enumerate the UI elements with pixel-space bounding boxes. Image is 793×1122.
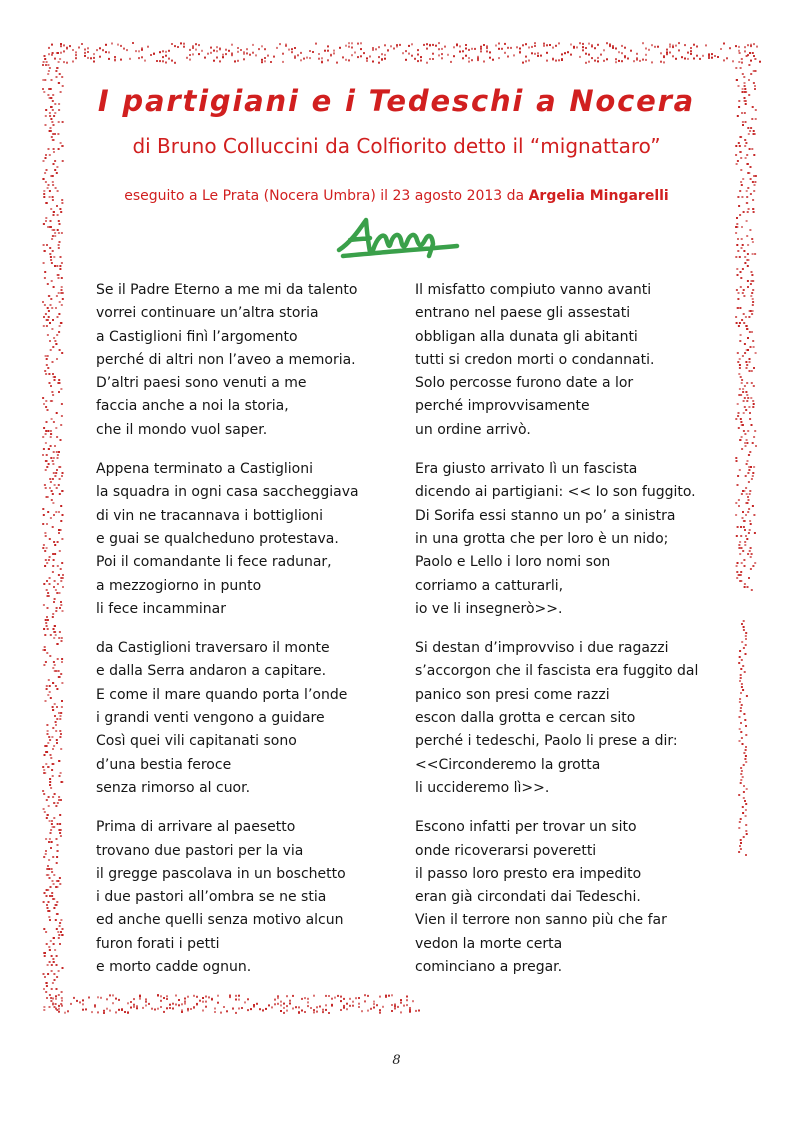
page-subtitle: di Bruno Colluccini da Colfiorito detto il “mignattaro” bbox=[132, 134, 661, 158]
stanza-right-4: Escono infatti per trovar un sito onde ricoverarsi poveretti il passo loro presto era impedito eran già circondati dai Tedeschi. Vien il terrore non sanno più che far vedon la morte certa cominciano a pregar. bbox=[415, 819, 667, 976]
performer-name: Argelia Mingarelli bbox=[528, 188, 669, 204]
stanza-left-4: Prima di arrivare al paesetto trovano due pastori per la via il gregge pascolava in un boschetto i due pastori all’ombra se ne stia ed anche quelli senza motivo alcun furon forati i petti e morto cadde ognun. bbox=[96, 819, 346, 976]
page-number: 8 bbox=[392, 1053, 401, 1068]
stanza-right-1: Il misfatto compiuto vanno avanti entrano nel paese gli assestati obbligan alla dunata gli abitanti tutti si credon morti o condannati. Solo percosse furono date a lor perché improvvisamente un ordine arrivò. bbox=[415, 282, 655, 438]
border-top bbox=[48, 42, 761, 64]
border-bottom bbox=[52, 994, 420, 1014]
stanza-left-3: da Castiglioni traversaro il monte e dalla Serra andaron a capitare. E come il mare quando porta l’onde i grandi venti vengono a guidare Così quei vili capitanati sono d’una bestia feroce senza rimorso al cuor. bbox=[96, 640, 348, 796]
stanza-left-1: Se il Padre Eterno a me mi da talento vorrei continuare un’altra storia a Castiglioni finì l’argomento perché di altri non l’aveo a memoria. D’altri paesi sono venuti a me faccia anche a noi la storia, che il mondo vuol saper. bbox=[96, 282, 358, 438]
stanza-left-2: Appena terminato a Castiglioni la squadra in ogni casa saccheggiava di vin ne tracannava i bottiglioni e guai se qualcheduno protestava. Poi il comandante li fece radunar, a mezzogiorno in punto li fece incamminar bbox=[96, 461, 359, 617]
signature-drawing bbox=[333, 212, 463, 262]
poem-column-right bbox=[415, 279, 745, 995]
performance-text: eseguito a Le Prata (Nocera Umbra) il 23 agosto 2013 da bbox=[124, 188, 529, 204]
page-title: I partigiani e i Tedeschi a Nocera bbox=[97, 84, 696, 118]
performance-line bbox=[0, 188, 793, 204]
stanza-right-3: Si destan d’improvviso i due ragazzi s’accorgon che il fascista era fuggito dal panico son presi come razzi escon dalla grotta e cercan sito perché i tedeschi, Paolo li prese a dir: <<Circonderemo la grotta li uccideremo lì>>. bbox=[415, 640, 699, 796]
poem-column-left bbox=[96, 279, 426, 995]
stanza-right-2: Era giusto arrivato lì un fascista dicendo ai partigiani: << Io son fuggito. Di Sorifa essi stanno un po’ a sinistra in una grotta che per loro è un nido; Paolo e Lello i loro nomi son corriamo a catturarli, io ve li insegnerò>>. bbox=[415, 461, 696, 617]
